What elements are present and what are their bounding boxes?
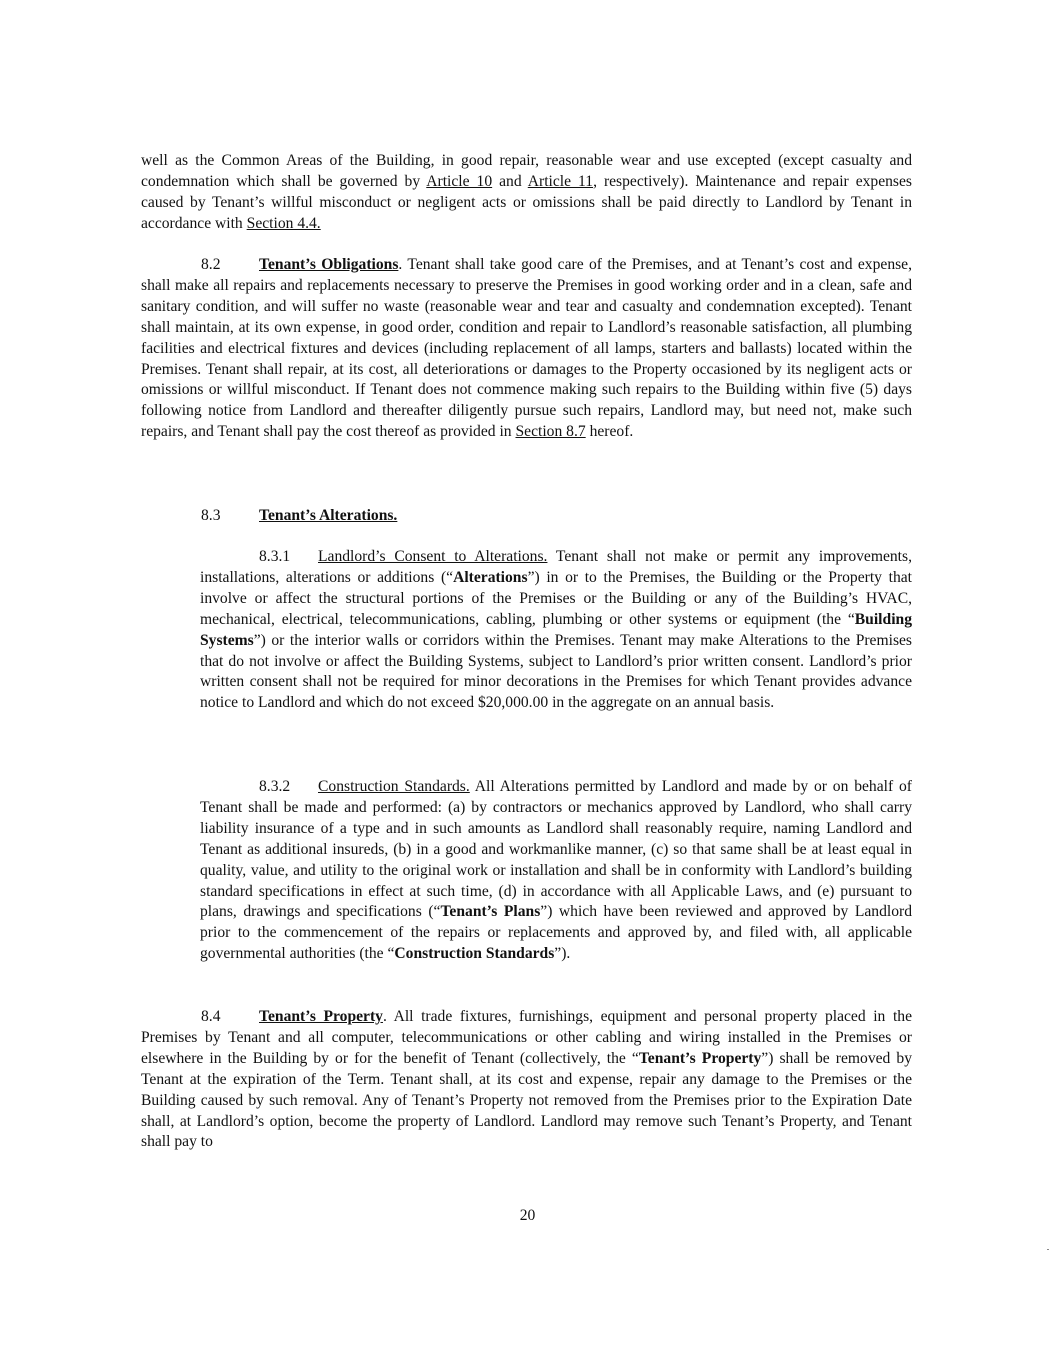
section-number: 8.4 (201, 1008, 221, 1025)
section-8-3 (141, 506, 912, 527)
section-number: 8.2 (201, 256, 221, 273)
text: and (492, 172, 528, 190)
page-number: 20 (519, 1207, 536, 1224)
section-heading: Landlord’s Consent to Alterations. (318, 548, 548, 565)
section-number: 8.3 (201, 507, 221, 524)
section-text: ”) in or to the Premises, the Building or the Property that involve or affect the structural portions of the Premises or the Building or any of the Building’s HVAC, mechanical, electrical, telecommunications, cabling, plumbing or other systems or equipment (the “ (200, 568, 912, 628)
section-heading: Tenant’s Obligations (259, 256, 399, 273)
defined-term: Building Systems (200, 610, 912, 649)
section-text: . All trade fixtures, furnishings, equipment and personal property placed in the Premises by Tenant and all computer, telecommunications or other cabling and wiring installed in the Premises or elsewhere in the Building by or for the benefit of Tenant (collectively, the “ (141, 1008, 912, 1067)
section-8-7-reference: Section 8.7 (515, 423, 586, 441)
defined-term: Tenant’s Property (638, 1049, 762, 1067)
text: , respectively). Maintenance and repair expenses caused by Tenant’s willful misconduct or negligent acts or omissions shall be paid directly to Landlord by Tenant in accordance with (141, 172, 912, 232)
section-text: ”) or the interior walls or corridors within the Premises. Tenant may make Alterations to the Premises that do not involve or affect the Building Systems, subject to Landlord’s prior written consent. Landlord’s prior written consent shall not be required for minor decorations in the Premises for which Tenant provides advance notice to Landlord and which do not exceed $20,000.00 in the aggregate on an annual basis. (200, 631, 912, 712)
section-text: ”) which have been reviewed and approved by Landlord prior to the commencement of the repairs or replacements and approved by, and filed with, all applicable governmental authorities (the “ (200, 903, 912, 963)
section-8-3-1 (200, 547, 912, 714)
defined-term: Tenant’s Plans (440, 903, 541, 921)
scan-speck (1047, 1249, 1049, 1250)
section-text: ”). (554, 945, 571, 963)
section-number: 8.3.2 (259, 778, 291, 795)
paragraph-continued (141, 151, 912, 235)
section-text: . Tenant shall take good care of the Premises, and at Tenant’s cost and expense, shall make all repairs and replacements necessary to preserve the Premises in good working order and in a clean, safe and sanitary condition, and will suffer no waste (reasonable wear and tear and casualty and condemnation excepted). Tenant shall maintain, at its own expense, in good order, condition and repair to Landlord’s reasonable satisfaction, all plumbing facilities and electrical fixtures and devices (including replacement of all lamps, starters and ballasts) located within the Premises. Tenant shall repair, at its cost, all deteriorations or damages to the Property occasioned by its negligent acts or omissions or willful misconduct. If Tenant does not commence making such repairs to the Building within five (5) days following notice from Landlord and thereafter diligently pursue such repairs, Landlord may, but need not, make such repairs, and Tenant shall pay the cost thereof as provided in (141, 256, 912, 441)
section-text: Tenant shall not make or permit any improvements, installations, alterations or additions (“ (200, 548, 912, 586)
section-heading: Construction Standards. (318, 778, 470, 795)
defined-term: Construction Standards (394, 945, 555, 963)
section-heading: Tenant’s Alterations. (259, 507, 398, 524)
section-8-2 (141, 255, 912, 443)
section-text: hereof. (585, 423, 634, 441)
article-11-reference: Article 11 (527, 172, 594, 190)
section-text: All Alterations permitted by Landlord and made by or on behalf of Tenant shall be made and performed: (a) by contractors or mechanics approved by Landlord, who shall carry liability insurance of a type and in such amounts as Landlord shall reasonably require, naming Landlord and Tenant as additional insureds, (b) in a good and workmanlike manner, (c) so that same shall be at least equal in quality, value, and utility to the original work or installation and shall be in conformity with Landlord’s building standard specifications in effect at such time, (d) in accordance with all Applicable Laws, and (e) pursuant to plans, drawings and specifications (“ (200, 778, 912, 921)
defined-term: Alterations (453, 568, 528, 586)
section-heading: Tenant’s Property (259, 1008, 383, 1025)
article-10-reference: Article 10 (426, 172, 493, 190)
section-8-3-2 (200, 777, 912, 965)
text: well as the Common Areas of the Building, in good repair, reasonable wear and use excepted (except casualty and condemnation which shall be governed by (141, 152, 912, 190)
section-number: 8.3.1 (259, 548, 291, 565)
section-4-4-reference: Section 4.4. (246, 214, 321, 232)
section-text: ”) shall be removed by Tenant at the expiration of the Term. Tenant shall, at its cost and expense, repair any damage to the Premises or the Building caused by such removal. Any of Tenant’s Property not removed from the Premises prior to the Expiration Date shall, at Landlord’s option, become the property of Landlord. Landlord may remove such Tenant’s Property, and Tenant shall pay to (141, 1049, 912, 1151)
section-8-4 (141, 1007, 912, 1153)
